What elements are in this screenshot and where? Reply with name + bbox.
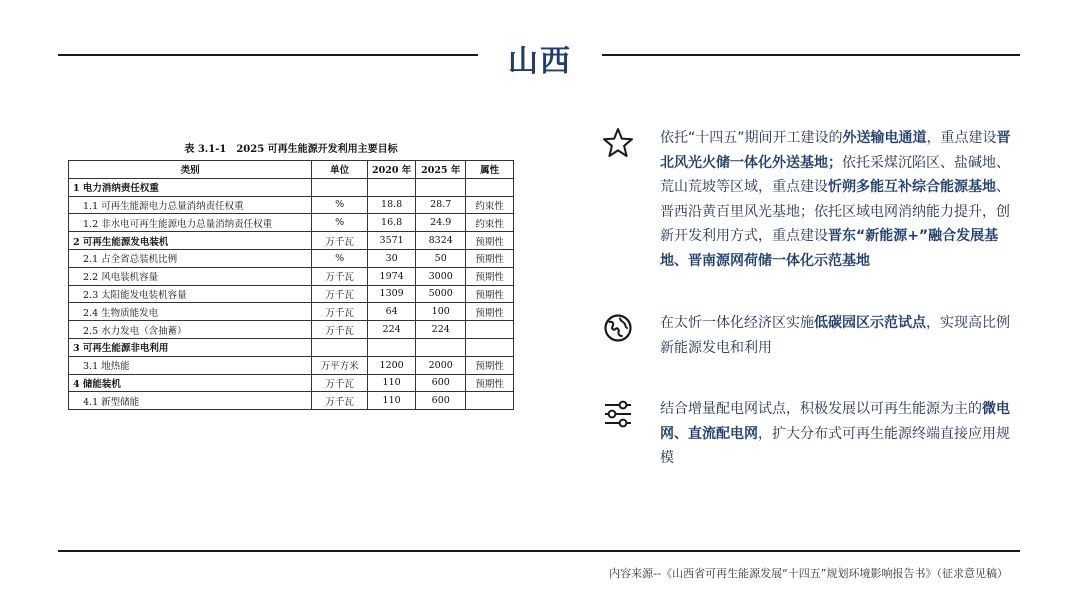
table-cell-unit xyxy=(312,178,368,196)
page-title: 山西 xyxy=(508,44,572,79)
table-cell-category: 1.1 可再生能源电力总量消纳责任权重 xyxy=(69,196,312,214)
table-row xyxy=(69,249,514,267)
bullet-text xyxy=(660,397,1020,471)
table-cell-attribute: 约束性 xyxy=(466,196,514,214)
table-row xyxy=(69,285,514,303)
bullet-highlight: 外送输电通道 xyxy=(842,130,927,146)
source-citation: 内容来源--《山西省可再生能源发展“十四五”规划环境影响报告书》（征求意见稿） xyxy=(609,567,1008,580)
bullet-segment: 、晋西沿黄百里风光基地；依托区域电网消纳能力提升，创新开发利用方式，重点建设 xyxy=(660,179,1010,244)
table-cell-2020: 18.8 xyxy=(368,196,416,214)
table-cell-2020: 30 xyxy=(368,249,416,267)
table-cell-2025: 2000 xyxy=(416,356,466,374)
table-cell-attribute xyxy=(466,392,514,410)
table-cell-category: 1.2 非水电可再生能源电力总量消纳责任权重 xyxy=(69,214,312,232)
table-cell-2020: 64 xyxy=(368,303,416,321)
table-caption: 表 3.1-1 2025 可再生能源开发利用主要目标 xyxy=(184,144,398,155)
table-cell-attribute: 预期性 xyxy=(466,374,514,392)
table-row xyxy=(69,267,514,285)
table-cell-attribute: 预期性 xyxy=(466,267,514,285)
table-cell-attribute xyxy=(466,338,514,356)
title-rule-left xyxy=(58,54,478,56)
table-header-row xyxy=(69,161,514,179)
table-cell-attribute: 预期性 xyxy=(466,232,514,250)
table-cell-2020: 110 xyxy=(368,392,416,410)
table-cell-2025: 8324 xyxy=(416,232,466,250)
renewable-targets-table xyxy=(68,160,514,410)
globe-icon xyxy=(596,311,640,345)
table-cell-unit: 万千瓦 xyxy=(312,374,368,392)
table-cell-attribute xyxy=(466,178,514,196)
table-cell-2025: 100 xyxy=(416,303,466,321)
table-cell-unit: % xyxy=(312,214,368,232)
table-cell-2020: 16.8 xyxy=(368,214,416,232)
table-cell-2025 xyxy=(416,178,466,196)
table-cell-2025: 600 xyxy=(416,392,466,410)
table-cell-category: 4 储能装机 xyxy=(69,374,312,392)
table-cell-category: 3.1 地热能 xyxy=(69,356,312,374)
table-cell-unit: 万千瓦 xyxy=(312,392,368,410)
table-cell-category: 2 可再生能源发电装机 xyxy=(69,232,312,250)
table-cell-2025: 28.7 xyxy=(416,196,466,214)
table-cell-unit: 万千瓦 xyxy=(312,303,368,321)
table-cell-2020: 110 xyxy=(368,374,416,392)
bullet-highlight: 微电网、直流配电网 xyxy=(660,401,1010,442)
bullet-highlight: 低碳园区示范试点 xyxy=(814,315,926,331)
table-cell-2025: 3000 xyxy=(416,267,466,285)
table-cell-category: 2.3 太阳能发电装机容量 xyxy=(69,285,312,303)
table-cell-2025: 50 xyxy=(416,249,466,267)
table-cell-unit: 万千瓦 xyxy=(312,285,368,303)
bullet-highlight: 晋北风光火储一体化外送基地； xyxy=(660,130,1011,171)
table-cell-category: 2.2 风电装机容量 xyxy=(69,267,312,285)
table-cell-category: 1 电力消纳责任权重 xyxy=(69,178,312,196)
table-cell-unit: 万千瓦 xyxy=(312,232,368,250)
table-cell-unit: 万千瓦 xyxy=(312,321,368,339)
table-cell-2020 xyxy=(368,338,416,356)
bullet-microgrid xyxy=(596,397,1026,471)
table-row xyxy=(69,303,514,321)
table-row xyxy=(69,232,514,250)
table-row xyxy=(69,321,514,339)
table-cell-unit: % xyxy=(312,249,368,267)
table-cell-unit xyxy=(312,338,368,356)
header-2025: 2025 年 xyxy=(416,161,466,179)
table-cell-category: 2.4 生物质能发电 xyxy=(69,303,312,321)
header-2020: 2020 年 xyxy=(368,161,416,179)
table-cell-category: 2.1 占全省总装机比例 xyxy=(69,249,312,267)
table-cell-2020: 1309 xyxy=(368,285,416,303)
table-cell-2025: 224 xyxy=(416,321,466,339)
table-cell-unit: 万平方米 xyxy=(312,356,368,374)
bullet-segment: ，实现高比例新能源发电和利用 xyxy=(660,315,1010,356)
table-row xyxy=(69,178,514,196)
bullet-highlight: 忻朔多能互补综合能源基地 xyxy=(828,179,996,195)
table-cell-2025: 5000 xyxy=(416,285,466,303)
table-cell-2020: 1200 xyxy=(368,356,416,374)
sliders-icon xyxy=(596,397,640,431)
table-cell-2020: 224 xyxy=(368,321,416,339)
table-cell-attribute xyxy=(466,321,514,339)
title-rule-right xyxy=(602,54,1020,56)
bullet-low-carbon-park xyxy=(596,311,1026,360)
bullet-outbound-bases xyxy=(596,126,1026,273)
table-row xyxy=(69,392,514,410)
bullet-segment: ，扩大分布式可再生能源终端直接应用规模 xyxy=(660,425,1010,466)
table-cell-attribute: 约束性 xyxy=(466,214,514,232)
table-cell-category: 4.1 新型储能 xyxy=(69,392,312,410)
table-cell-2020: 3571 xyxy=(368,232,416,250)
bullet-segment: 结合增量配电网试点，积极发展以可再生能源为主的 xyxy=(660,401,982,417)
table-cell-2020: 1974 xyxy=(368,267,416,285)
header-unit: 单位 xyxy=(312,161,368,179)
bullet-segment: 在太忻一体化经济区实施 xyxy=(660,315,814,331)
header-category: 类别 xyxy=(69,161,312,179)
bullet-text xyxy=(660,126,1020,273)
table-row xyxy=(69,356,514,374)
header-attribute: 属性 xyxy=(466,161,514,179)
bullet-highlight: 晋东“新能源+”融合发展基地、晋南源网荷储一体化示范基地 xyxy=(660,228,999,269)
table-row xyxy=(69,214,514,232)
table-cell-attribute: 预期性 xyxy=(466,356,514,374)
table-cell-unit: 万千瓦 xyxy=(312,267,368,285)
bullet-text xyxy=(660,311,1020,360)
bullet-segment: 依托采煤沉陷区、盐碱地、荒山荒坡等区域，重点建设 xyxy=(660,154,1010,195)
table-row xyxy=(69,338,514,356)
table-row xyxy=(69,374,514,392)
table-cell-unit: % xyxy=(312,196,368,214)
table-cell-attribute: 预期性 xyxy=(466,285,514,303)
bullet-segment: 依托“十四五”期间开工建设的 xyxy=(660,130,843,146)
table-cell-attribute: 预期性 xyxy=(466,249,514,267)
table-cell-2020 xyxy=(368,178,416,196)
table-cell-2025: 24.9 xyxy=(416,214,466,232)
star-icon xyxy=(596,126,640,160)
bullet-segment: ，重点建设 xyxy=(926,130,997,146)
table-cell-2025 xyxy=(416,338,466,356)
table-cell-attribute: 预期性 xyxy=(466,303,514,321)
table-cell-category: 3 可再生能源非电利用 xyxy=(69,338,312,356)
table-cell-2025: 600 xyxy=(416,374,466,392)
table-row xyxy=(69,196,514,214)
footer-rule xyxy=(58,550,1020,552)
table-cell-category: 2.5 水力发电（含抽蓄） xyxy=(69,321,312,339)
